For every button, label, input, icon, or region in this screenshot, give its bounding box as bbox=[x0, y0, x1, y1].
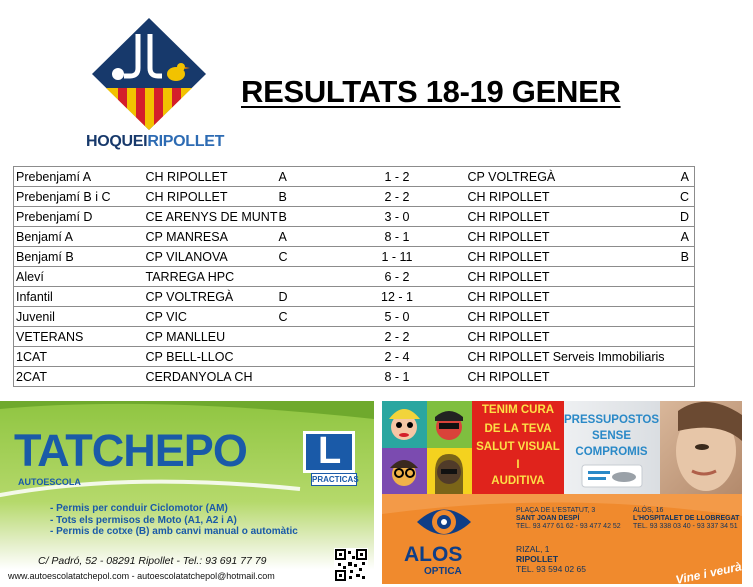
result-score: 6 - 2 bbox=[329, 267, 466, 287]
result-score: 2 - 2 bbox=[329, 327, 466, 347]
result-home-team: CP VILANOVA bbox=[144, 247, 277, 267]
result-away-group: B bbox=[670, 247, 695, 267]
result-row bbox=[14, 207, 695, 227]
result-away-team: CH RIPOLLET bbox=[466, 187, 670, 207]
optics-slogan: Vine i veuràs! bbox=[674, 557, 753, 587]
result-home-team: CH RIPOLLET bbox=[144, 167, 277, 187]
practicas-badge: PRACTICAS bbox=[312, 475, 359, 484]
result-category: 2CAT bbox=[14, 367, 144, 387]
care-line: AUDITIVA bbox=[491, 475, 545, 487]
result-row bbox=[14, 187, 695, 207]
result-home-group: B bbox=[277, 187, 329, 207]
result-home-team: CP VIC bbox=[144, 307, 277, 327]
optics-ad bbox=[382, 401, 753, 587]
result-row bbox=[14, 227, 695, 247]
care-line: SALUT VISUAL bbox=[476, 441, 560, 453]
care-line: TENIM CURA bbox=[481, 404, 555, 416]
result-row bbox=[14, 327, 695, 347]
pop-art-portrait bbox=[427, 448, 472, 495]
result-category: Benjamí B bbox=[14, 247, 144, 267]
result-category: 1CAT bbox=[14, 347, 144, 367]
result-row bbox=[14, 307, 695, 327]
result-home-group: C bbox=[277, 247, 329, 267]
result-away-group bbox=[670, 267, 695, 287]
result-score: 2 - 4 bbox=[329, 347, 466, 367]
budget-line: SENSE bbox=[592, 430, 631, 442]
pop-art-portrait bbox=[427, 401, 472, 448]
result-row bbox=[14, 267, 695, 287]
result-away-group bbox=[670, 307, 695, 327]
results-table bbox=[13, 166, 695, 387]
budget-line: PRESSUPOSTOS bbox=[564, 414, 660, 426]
result-home-group: A bbox=[277, 167, 329, 187]
optics-brand: ALOS bbox=[404, 543, 463, 566]
club-logo-text: HOQUEIRIPOLLET bbox=[86, 133, 225, 150]
result-home-group bbox=[277, 347, 329, 367]
result-away-team: CP VOLTREGÀ bbox=[466, 167, 670, 187]
result-home-team: CP MANLLEU bbox=[144, 327, 277, 347]
result-away-team: CH RIPOLLET Serveis Immobiliaris bbox=[466, 347, 670, 367]
result-home-team: CH RIPOLLET bbox=[144, 187, 277, 207]
result-home-group: A bbox=[277, 227, 329, 247]
result-row bbox=[14, 367, 695, 387]
result-home-group: D bbox=[277, 287, 329, 307]
result-category: Prebenjamí A bbox=[14, 167, 144, 187]
result-home-group bbox=[277, 267, 329, 287]
eye-logo-icon bbox=[415, 501, 473, 543]
result-home-group bbox=[277, 367, 329, 387]
result-score: 8 - 1 bbox=[329, 367, 466, 387]
result-score: 1 - 2 bbox=[329, 167, 466, 187]
result-away-group: C bbox=[670, 187, 695, 207]
driving-school-subtitle: AUTOESCOLA bbox=[18, 477, 81, 487]
license-item: - Permis de cotxe (B) amb canvi manual o automàtic bbox=[50, 526, 298, 537]
driving-school-brand: TATCHEPO bbox=[14, 425, 247, 476]
result-home-team: CE ARENYS DE MUNT bbox=[144, 207, 277, 227]
license-item: - Permis per conduir Ciclomotor (AM) bbox=[50, 503, 228, 514]
result-away-team: CH RIPOLLET bbox=[466, 327, 670, 347]
result-home-team: CERDANYOLA CH bbox=[144, 367, 277, 387]
care-message-box bbox=[472, 401, 564, 494]
result-away-group bbox=[670, 367, 695, 387]
club-logo bbox=[84, 16, 225, 151]
result-category: Benjamí A bbox=[14, 227, 144, 247]
result-row bbox=[14, 167, 695, 187]
hearing-aid-icon bbox=[582, 465, 642, 487]
result-row bbox=[14, 287, 695, 307]
pop-art-portrait bbox=[382, 401, 427, 448]
result-category: VETERANS bbox=[14, 327, 144, 347]
result-away-group bbox=[670, 287, 695, 307]
budget-box bbox=[564, 401, 742, 494]
result-score: 3 - 0 bbox=[329, 207, 466, 227]
result-home-group: C bbox=[277, 307, 329, 327]
result-score: 12 - 1 bbox=[329, 287, 466, 307]
shop-address-2: ALÓS, 16 L'HOSPITALET DE LLOBREGAT TEL. 93 338 03 40 - 93 337 34 51 bbox=[633, 507, 740, 530]
result-away-team: CH RIPOLLET bbox=[466, 227, 670, 247]
license-list bbox=[50, 503, 298, 538]
result-row bbox=[14, 247, 695, 267]
license-item: - Tots els permisos de Moto (A1, A2 i A) bbox=[50, 514, 237, 526]
optics-brand-sub: OPTICA bbox=[424, 566, 462, 577]
club-crest-icon bbox=[84, 16, 214, 134]
result-away-team: CH RIPOLLET bbox=[466, 207, 670, 227]
result-away-group bbox=[670, 327, 695, 347]
woman-photo bbox=[660, 401, 742, 494]
care-line: I bbox=[516, 459, 520, 471]
result-home-team: CP BELL-LLOC bbox=[144, 347, 277, 367]
driving-school-address: C/ Padró, 52 - 08291 Ripollet - Tel.: 93 691 77 79 bbox=[38, 555, 267, 567]
result-category: Aleví bbox=[14, 267, 144, 287]
result-away-team: CH RIPOLLET bbox=[466, 267, 670, 287]
result-away-group: A bbox=[670, 167, 695, 187]
result-away-team: CH RIPOLLET bbox=[466, 287, 670, 307]
result-away-group bbox=[670, 347, 695, 367]
shop-address-3: RIZAL, 1 RIPOLLET TEL. 93 594 02 65 bbox=[516, 544, 586, 574]
pop-art-portrait bbox=[382, 448, 427, 495]
driving-school-ad bbox=[0, 401, 374, 584]
result-away-team: CH RIPOLLET bbox=[466, 247, 670, 267]
result-score: 2 - 2 bbox=[329, 187, 466, 207]
learner-plate-icon: L bbox=[303, 431, 355, 473]
result-score: 1 - 11 bbox=[329, 247, 466, 267]
result-home-team: CP VOLTREGÀ bbox=[144, 287, 277, 307]
result-home-team: TARREGA HPC bbox=[144, 267, 277, 287]
result-category: Juvenil bbox=[14, 307, 144, 327]
result-home-team: CP MANRESA bbox=[144, 227, 277, 247]
result-away-team: CH RIPOLLET bbox=[466, 367, 670, 387]
qr-code-icon bbox=[334, 548, 368, 582]
result-home-group bbox=[277, 327, 329, 347]
result-row bbox=[14, 347, 695, 367]
result-score: 5 - 0 bbox=[329, 307, 466, 327]
result-away-team: CH RIPOLLET bbox=[466, 307, 670, 327]
result-away-group: A bbox=[670, 227, 695, 247]
result-home-group: B bbox=[277, 207, 329, 227]
result-category: Infantil bbox=[14, 287, 144, 307]
result-category: Prebenjamí D bbox=[14, 207, 144, 227]
budget-line: COMPROMIS bbox=[575, 446, 648, 458]
result-score: 8 - 1 bbox=[329, 227, 466, 247]
result-category: Prebenjamí B i C bbox=[14, 187, 144, 207]
driving-school-web[interactable]: www.autoescolatatchepol.com - autoescolatatchepol@hotmail.com bbox=[8, 571, 275, 581]
page-title: RESULTATS 18-19 GENER bbox=[241, 74, 621, 109]
care-line: DE LA TEVA bbox=[484, 423, 552, 435]
shop-address-1: PLAÇA DE L'ESTATUT, 3 SANT JOAN DESPÍ TEL. 93 477 61 62 - 93 477 42 52 bbox=[516, 507, 621, 530]
result-away-group: D bbox=[670, 207, 695, 227]
